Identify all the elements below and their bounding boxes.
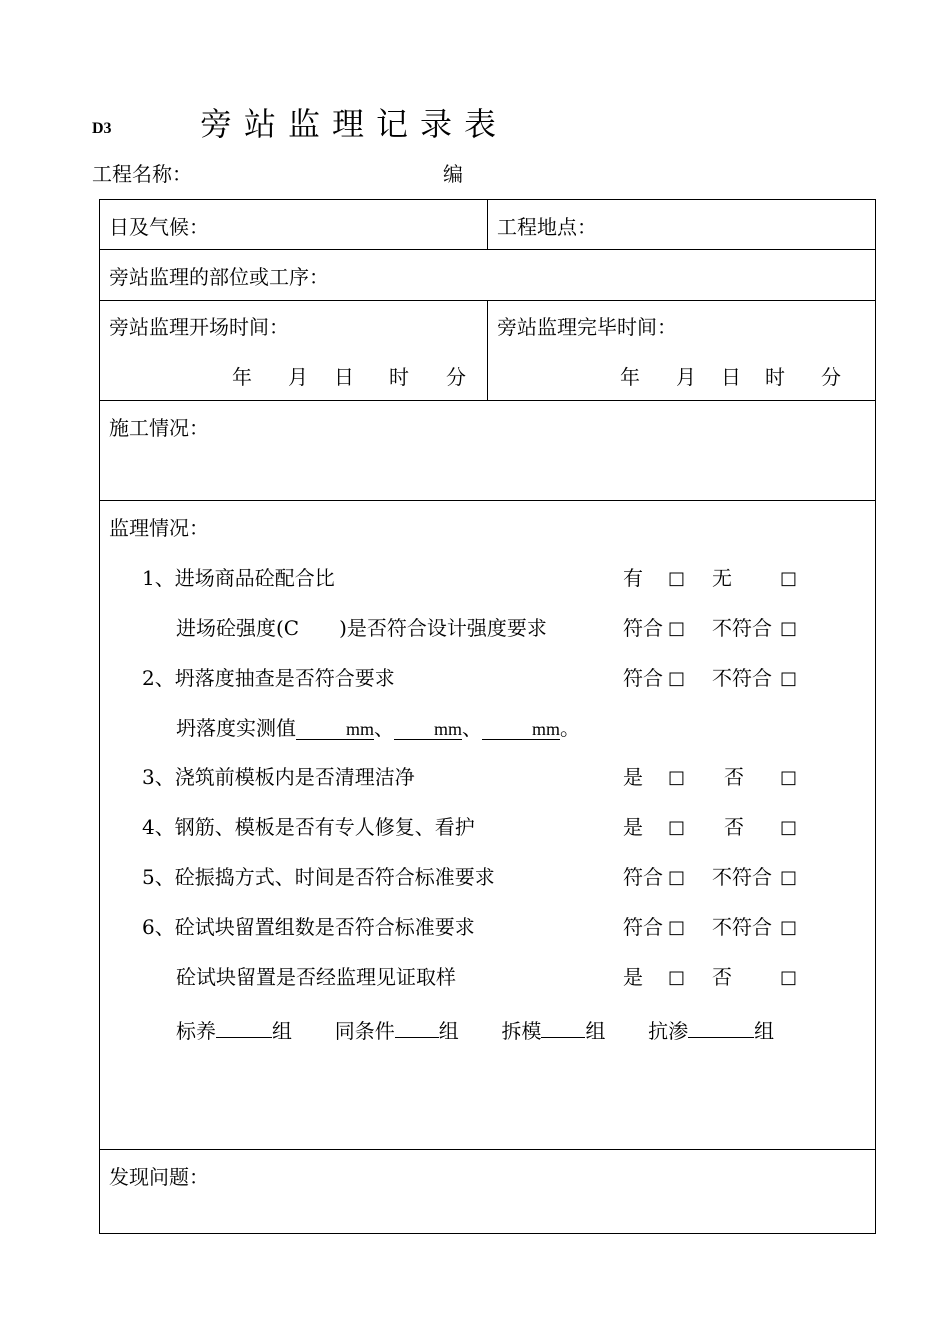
yes-checkbox[interactable]: □ xyxy=(668,967,686,988)
demold-label: 拆模 xyxy=(501,1019,542,1043)
year-unit: 年 xyxy=(232,365,252,389)
checklist-item-1b: 进场砼强度(C )是否符合设计强度要求 xyxy=(176,616,547,640)
column-divider xyxy=(487,199,488,249)
group-unit: 组 xyxy=(272,1019,292,1043)
project-name-label: 工程名称： xyxy=(92,162,192,186)
yes-checkbox[interactable]: □ xyxy=(668,767,686,788)
option-have-label: 有 xyxy=(623,566,643,590)
not-comply-label: 不符合 xyxy=(712,616,772,640)
same-condition-label: 同条件 xyxy=(334,1019,395,1043)
yes-label: 是 xyxy=(623,815,643,839)
checklist-item-5: 5、砼振捣方式、时间是否符合标准要求 xyxy=(142,865,495,889)
option-none-checkbox[interactable]: □ xyxy=(780,568,798,589)
issues-label: 发现问题： xyxy=(109,1165,209,1189)
row-divider xyxy=(99,400,876,401)
option-none-label: 无 xyxy=(712,566,732,590)
period: 。 xyxy=(560,716,580,740)
not-comply-checkbox[interactable]: □ xyxy=(780,867,798,888)
standard-cure-field[interactable] xyxy=(216,1015,272,1038)
date-weather-label: 日及气候： xyxy=(109,215,209,239)
no-label: 否 xyxy=(724,765,744,789)
yes-label: 是 xyxy=(623,965,643,989)
slump-value-1-field[interactable]: mm xyxy=(296,717,374,740)
not-comply-label: 不符合 xyxy=(712,915,772,939)
minute-unit: 分 xyxy=(446,365,466,389)
demold-field[interactable] xyxy=(541,1015,585,1038)
table-border-left xyxy=(99,199,100,1233)
standard-cure-label: 标养 xyxy=(176,1019,216,1043)
option-have-checkbox[interactable]: □ xyxy=(668,568,686,589)
checklist-item-3: 3、浇筑前模板内是否清理洁净 xyxy=(142,765,415,789)
not-comply-label: 不符合 xyxy=(712,865,772,889)
impermeability-field[interactable] xyxy=(688,1015,754,1038)
month-unit: 月 xyxy=(676,365,696,389)
no-checkbox[interactable]: □ xyxy=(780,767,798,788)
no-checkbox[interactable]: □ xyxy=(780,817,798,838)
hour-unit: 时 xyxy=(765,365,785,389)
group-unit: 组 xyxy=(754,1019,775,1043)
end-time-label: 旁站监理完毕时间： xyxy=(497,315,677,339)
no-label: 否 xyxy=(712,965,732,989)
start-time-label: 旁站监理开场时间： xyxy=(109,315,289,339)
comply-checkbox[interactable]: □ xyxy=(668,867,686,888)
separator: 、 xyxy=(374,716,394,740)
separator: 、 xyxy=(462,716,482,740)
table-border-right xyxy=(875,199,876,1233)
checklist-item-1: 1、进场商品砼配合比 xyxy=(142,566,335,590)
comply-label: 符合 xyxy=(623,616,663,640)
form-title: 旁站监理记录表 xyxy=(200,105,509,143)
minute-unit: 分 xyxy=(821,365,841,389)
slump-measured-row xyxy=(176,716,580,740)
location-label: 工程地点： xyxy=(497,215,597,239)
slump-value-3-field[interactable]: mm xyxy=(482,717,560,740)
comply-checkbox[interactable]: □ xyxy=(668,917,686,938)
group-unit: 组 xyxy=(585,1019,606,1043)
same-condition-field[interactable] xyxy=(395,1015,439,1038)
not-comply-checkbox[interactable]: □ xyxy=(780,668,798,689)
form-code: D3 xyxy=(92,120,112,137)
no-checkbox[interactable]: □ xyxy=(780,967,798,988)
comply-label: 符合 xyxy=(623,915,663,939)
part-process-label: 旁站监理的部位或工序： xyxy=(109,265,329,289)
comply-label: 符合 xyxy=(623,865,663,889)
not-comply-checkbox[interactable]: □ xyxy=(780,917,798,938)
row-divider xyxy=(99,1149,876,1150)
no-label: 否 xyxy=(724,815,744,839)
sample-groups-row xyxy=(176,1015,774,1043)
checklist-item-6b: 砼试块留置是否经监理见证取样 xyxy=(176,965,456,989)
yes-checkbox[interactable]: □ xyxy=(668,817,686,838)
hour-unit: 时 xyxy=(389,365,409,389)
group-unit: 组 xyxy=(438,1019,459,1043)
month-unit: 月 xyxy=(288,365,308,389)
slump-value-2-field[interactable]: mm xyxy=(394,717,462,740)
year-unit: 年 xyxy=(620,365,640,389)
construction-label: 施工情况： xyxy=(109,416,209,440)
checklist-item-6: 6、砼试块留置组数是否符合标准要求 xyxy=(142,915,475,939)
checklist-item-4: 4、钢筋、模板是否有专人修复、看护 xyxy=(142,815,475,839)
not-comply-label: 不符合 xyxy=(712,666,772,690)
not-comply-checkbox[interactable]: □ xyxy=(780,618,798,639)
table-border-bottom xyxy=(99,1233,876,1234)
slump-measured-label: 坍落度实测值 xyxy=(176,716,296,740)
edit-label: 编 xyxy=(443,162,463,186)
comply-checkbox[interactable]: □ xyxy=(668,618,686,639)
day-unit: 日 xyxy=(334,365,354,389)
supervision-label: 监理情况： xyxy=(109,516,209,540)
comply-checkbox[interactable]: □ xyxy=(668,668,686,689)
yes-label: 是 xyxy=(623,765,643,789)
column-divider xyxy=(487,300,488,400)
impermeability-label: 抗渗 xyxy=(648,1019,689,1043)
row-divider xyxy=(99,500,876,501)
row-divider xyxy=(99,249,876,250)
comply-label: 符合 xyxy=(623,666,663,690)
day-unit: 日 xyxy=(721,365,741,389)
checklist-item-2: 2、坍落度抽查是否符合要求 xyxy=(142,666,395,690)
